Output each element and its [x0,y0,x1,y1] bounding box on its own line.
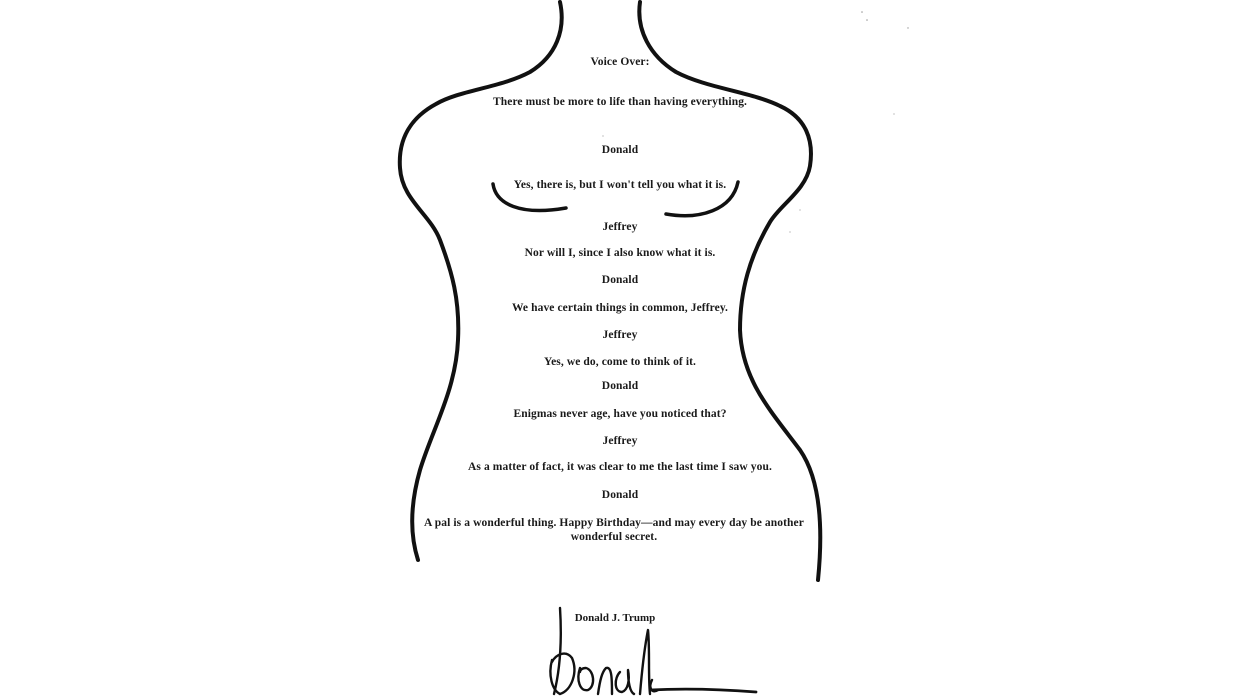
dialogue-line-1: There must be more to life than having everything. [492,96,748,108]
dialogue-line-7: As a matter of fact, it was clear to me the last time I saw you. [468,461,772,473]
speaker-label-2: Jeffrey [602,221,638,233]
speaker-label-3: Donald [601,274,639,286]
dialogue-line-4: We have certain things in common, Jeffrey. [511,302,729,314]
speaker-label-4: Jeffrey [602,329,638,341]
speaker-label-7: Donald [601,489,639,501]
dialogue-line-8: A pal is a wonderful thing. Happy Birthday—and may every day be another wonderful secret. [424,517,804,543]
speaker-label-1: Donald [601,144,639,156]
dialogue-line-6: Enigmas never age, have you noticed that? [513,408,727,420]
speaker-label-6: Jeffrey [602,435,638,447]
dialogue-line-3: Nor will I, since I also know what it is. [524,247,716,259]
dialogue-line-5: Yes, we do, come to think of it. [543,356,697,368]
heading-voice-over: Voice Over: [590,56,650,68]
dialogue-line-2: Yes, there is, but I won't tell you what it is. [513,179,727,191]
speaker-label-5: Donald [601,380,639,392]
printed-signature-name: Donald J. Trump [574,612,656,624]
